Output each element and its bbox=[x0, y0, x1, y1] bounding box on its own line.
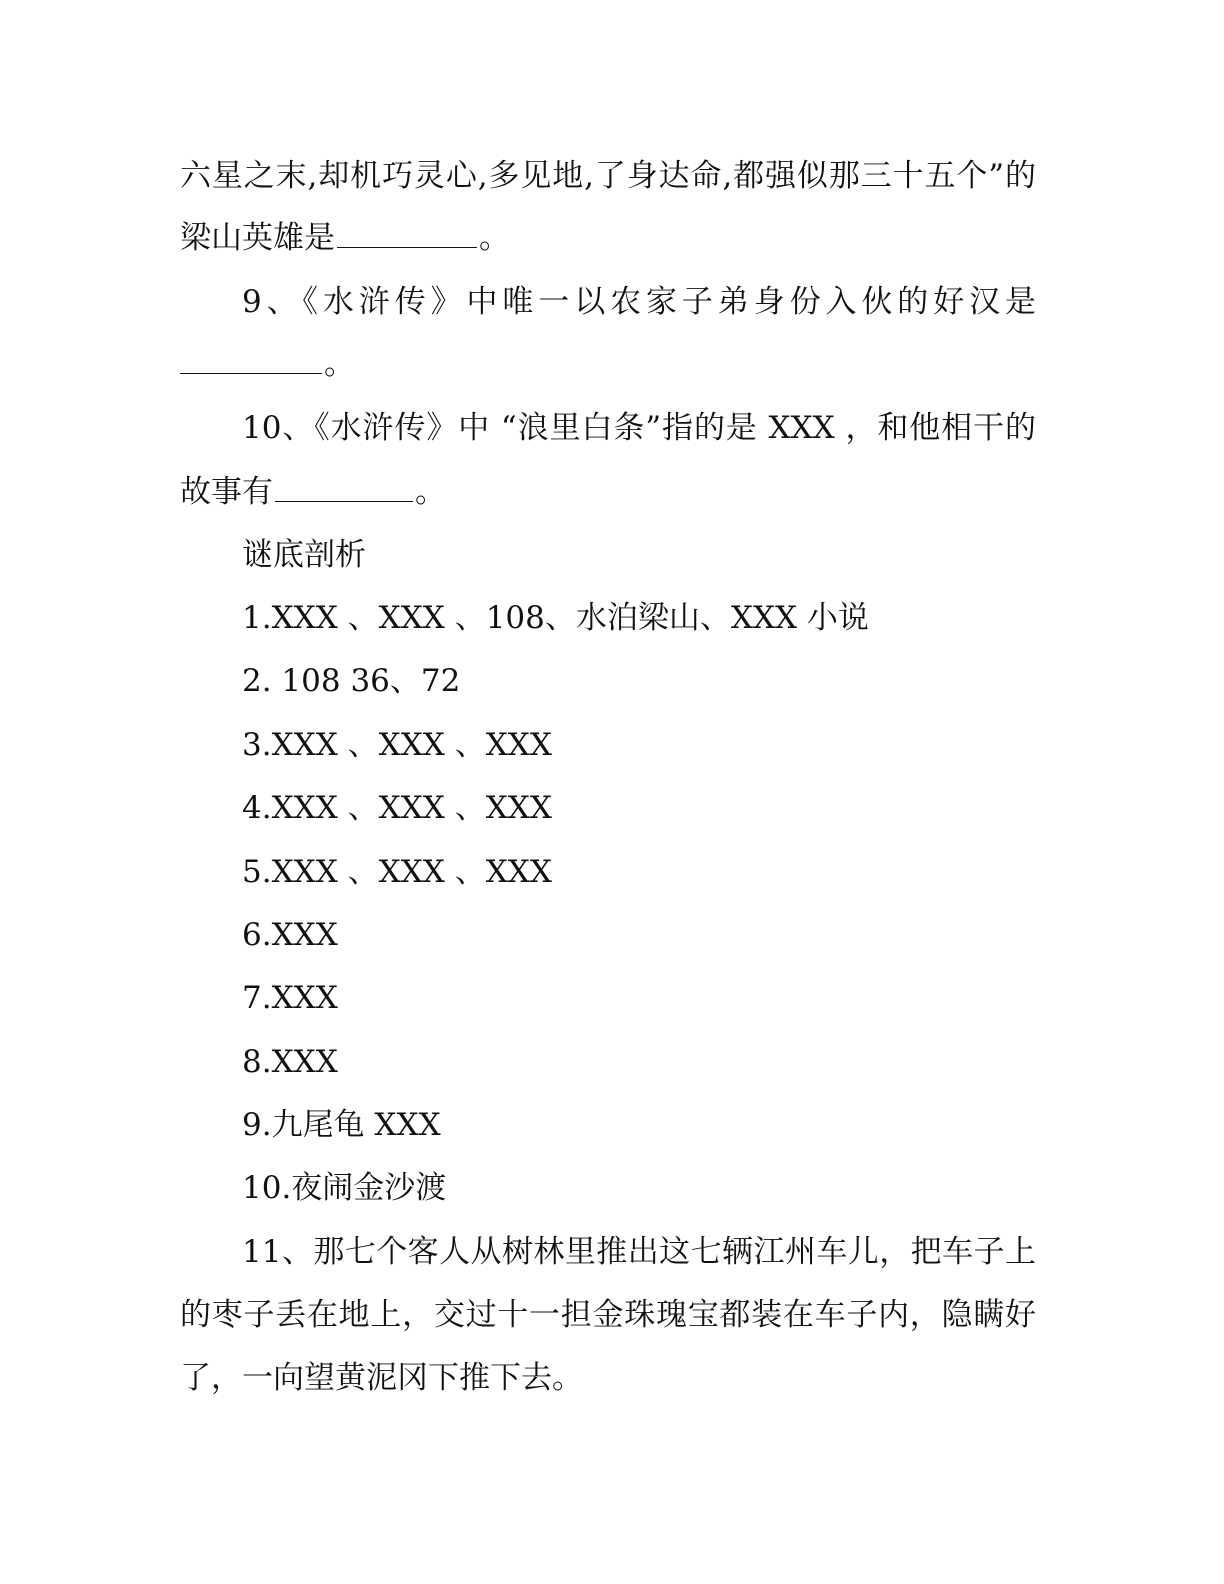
answer-item: 9.九尾龟 XXX bbox=[242, 1107, 441, 1143]
answer-item: 7.XXX bbox=[242, 980, 338, 1016]
q9-suffix: 。 bbox=[324, 346, 355, 382]
answer-item: 8.XXX bbox=[242, 1044, 338, 1080]
answer-item: 2. 108 36、72 bbox=[242, 663, 461, 699]
q11-line-1: 11、那七个客人从树林里推出这七辆江州车儿，把车子上 bbox=[242, 1234, 1036, 1270]
q8-answer-blank bbox=[337, 219, 477, 248]
q8-line-2 bbox=[180, 218, 1036, 258]
q10-prefix: 故事有 bbox=[180, 474, 273, 510]
q11-line-3: 了，一向望黄泥冈下推下去。 bbox=[180, 1360, 583, 1396]
answer-item: 10.夜闹金沙渡 bbox=[242, 1170, 447, 1206]
q11-line-2: 的枣子丢在地上，交过十一担金珠瑰宝都装在车子内，隐瞒好 bbox=[180, 1297, 1036, 1333]
answer-item: 6.XXX bbox=[242, 917, 338, 953]
q10-suffix: 。 bbox=[415, 474, 446, 510]
q10-line-1: 10、《水浒传》中 “浪里白条”指的是 XXX ，和他相干的 bbox=[242, 410, 1036, 446]
answers-heading: 谜底剖析 bbox=[242, 537, 366, 573]
answer-item: 4.XXX 、XXX 、XXX bbox=[242, 790, 552, 826]
answer-item: 1.XXX 、XXX 、108、水泊梁山、XXX 小说 bbox=[242, 600, 869, 636]
q9-line-2 bbox=[180, 344, 1036, 384]
q9-answer-blank bbox=[180, 345, 322, 374]
answer-item: 5.XXX 、XXX 、XXX bbox=[242, 854, 552, 890]
answer-item: 3.XXX 、XXX 、XXX bbox=[242, 727, 552, 763]
q8-line-1: 六星之末,却机巧灵心,多见地,了身达命,都强似那三十五个”的 bbox=[180, 158, 1036, 194]
q8-prefix: 梁山英雄是 bbox=[180, 220, 335, 256]
q10-line-2 bbox=[180, 472, 1036, 512]
q9-line-1: 9、《水浒传》中唯一以农家子弟身份入伙的好汉是 bbox=[242, 284, 1036, 320]
q10-answer-blank bbox=[275, 473, 413, 502]
q8-suffix: 。 bbox=[479, 220, 510, 256]
